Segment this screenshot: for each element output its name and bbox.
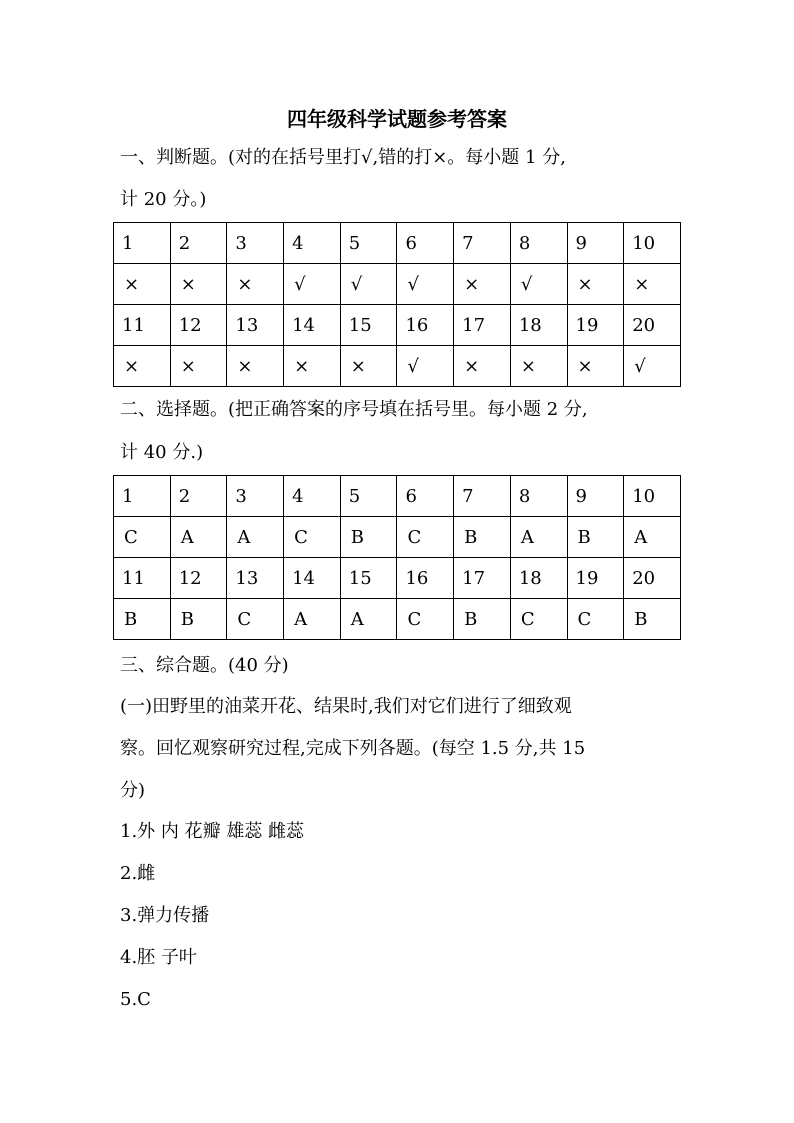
answer-cell: C (284, 517, 341, 558)
answer-cell: × (227, 264, 284, 305)
table-row (114, 599, 681, 640)
section2-instructions-line1: 二、选择题。(把正确答案的序号填在括号里。每小题 2 分, (120, 399, 588, 420)
section3-heading: 三、综合题。(40 分) (120, 655, 289, 676)
question-number-cell: 4 (284, 223, 341, 264)
table-row (114, 517, 681, 558)
question-number-cell: 9 (567, 223, 624, 264)
answer-item: 2.雌 (120, 863, 156, 884)
question-number-cell: 6 (397, 223, 454, 264)
question-number-cell: 14 (284, 305, 341, 346)
answer-cell: A (340, 599, 397, 640)
answer-cell: × (454, 346, 511, 387)
question-number-cell: 5 (340, 223, 397, 264)
question-number-cell: 2 (170, 476, 227, 517)
answer-cell: C (397, 517, 454, 558)
answer-cell: √ (624, 346, 681, 387)
answer-cell: C (397, 599, 454, 640)
question-number-cell: 1 (114, 476, 171, 517)
question-number-cell: 10 (624, 476, 681, 517)
question-number-cell: 19 (567, 558, 624, 599)
answer-cell: × (340, 346, 397, 387)
question-number-cell: 20 (624, 305, 681, 346)
answer-cell: A (624, 517, 681, 558)
answer-cell: × (227, 346, 284, 387)
question-number-cell: 13 (227, 305, 284, 346)
question-number-cell: 12 (170, 305, 227, 346)
answer-cell: × (567, 346, 624, 387)
question-number-cell: 8 (510, 223, 567, 264)
table-row (114, 305, 681, 346)
question-number-cell: 7 (454, 476, 511, 517)
question-number-cell: 8 (510, 476, 567, 517)
question-number-cell: 5 (340, 476, 397, 517)
answer-cell: C (114, 517, 171, 558)
answer-cell: √ (510, 264, 567, 305)
answer-item: 4.胚 子叶 (120, 947, 197, 968)
question-number-cell: 15 (340, 558, 397, 599)
answer-cell: √ (397, 264, 454, 305)
answer-cell: B (567, 517, 624, 558)
answer-cell: B (170, 599, 227, 640)
question-number-cell: 3 (227, 476, 284, 517)
answer-cell: × (567, 264, 624, 305)
question-number-cell: 14 (284, 558, 341, 599)
table-row (114, 264, 681, 305)
section2-instructions-line2: 计 40 分.) (120, 442, 204, 463)
question-number-cell: 12 (170, 558, 227, 599)
table-row (114, 558, 681, 599)
answer-cell: A (227, 517, 284, 558)
question-number-cell: 19 (567, 305, 624, 346)
answer-cell: C (567, 599, 624, 640)
question-number-cell: 13 (227, 558, 284, 599)
question-number-cell: 17 (454, 558, 511, 599)
question-number-cell: 15 (340, 305, 397, 346)
question-number-cell: 17 (454, 305, 511, 346)
section3-intro-line1: (一)田野里的油菜开花、结果时,我们对它们进行了细致观 (120, 696, 572, 717)
question-number-cell: 9 (567, 476, 624, 517)
answer-item: 5.C (120, 989, 151, 1010)
section3-intro-line3: 分) (120, 780, 146, 801)
question-number-cell: 3 (227, 223, 284, 264)
answer-cell: B (340, 517, 397, 558)
answer-cell: C (510, 599, 567, 640)
section1-instructions-line1: 一、判断题。(对的在括号里打√,错的打×。每小题 1 分, (120, 147, 566, 168)
question-number-cell: 20 (624, 558, 681, 599)
table-row (114, 476, 681, 517)
answer-cell: A (170, 517, 227, 558)
answer-cell: × (170, 346, 227, 387)
answer-cell: × (284, 346, 341, 387)
question-number-cell: 16 (397, 305, 454, 346)
question-number-cell: 7 (454, 223, 511, 264)
answer-cell: × (114, 264, 171, 305)
answer-cell: √ (340, 264, 397, 305)
answer-cell: × (114, 346, 171, 387)
answer-item: 3.弹力传播 (120, 905, 210, 926)
answer-cell: A (284, 599, 341, 640)
page-title: 四年级科学试题参考答案 (287, 107, 507, 131)
question-number-cell: 1 (114, 223, 171, 264)
answer-cell: B (624, 599, 681, 640)
question-number-cell: 10 (624, 223, 681, 264)
question-number-cell: 11 (114, 305, 171, 346)
answer-cell: × (624, 264, 681, 305)
answer-cell: × (454, 264, 511, 305)
judgment-answer-table (113, 222, 681, 387)
table-row (114, 223, 681, 264)
question-number-cell: 6 (397, 476, 454, 517)
answer-cell: B (114, 599, 171, 640)
section3-intro-line2: 察。回忆观察研究过程,完成下列各题。(每空 1.5 分,共 15 (120, 738, 586, 759)
question-number-cell: 4 (284, 476, 341, 517)
choice-answer-table (113, 475, 681, 640)
answer-cell: × (510, 346, 567, 387)
answer-cell: √ (284, 264, 341, 305)
answer-cell: B (454, 517, 511, 558)
answer-cell: × (170, 264, 227, 305)
answer-cell: C (227, 599, 284, 640)
question-number-cell: 16 (397, 558, 454, 599)
table-row (114, 346, 681, 387)
answer-cell: A (510, 517, 567, 558)
question-number-cell: 2 (170, 223, 227, 264)
section1-instructions-line2: 计 20 分。) (120, 189, 207, 210)
answer-item: 1.外 内 花瓣 雄蕊 雌蕊 (120, 821, 305, 842)
question-number-cell: 18 (510, 558, 567, 599)
answer-cell: B (454, 599, 511, 640)
question-number-cell: 18 (510, 305, 567, 346)
question-number-cell: 11 (114, 558, 171, 599)
answer-cell: √ (397, 346, 454, 387)
